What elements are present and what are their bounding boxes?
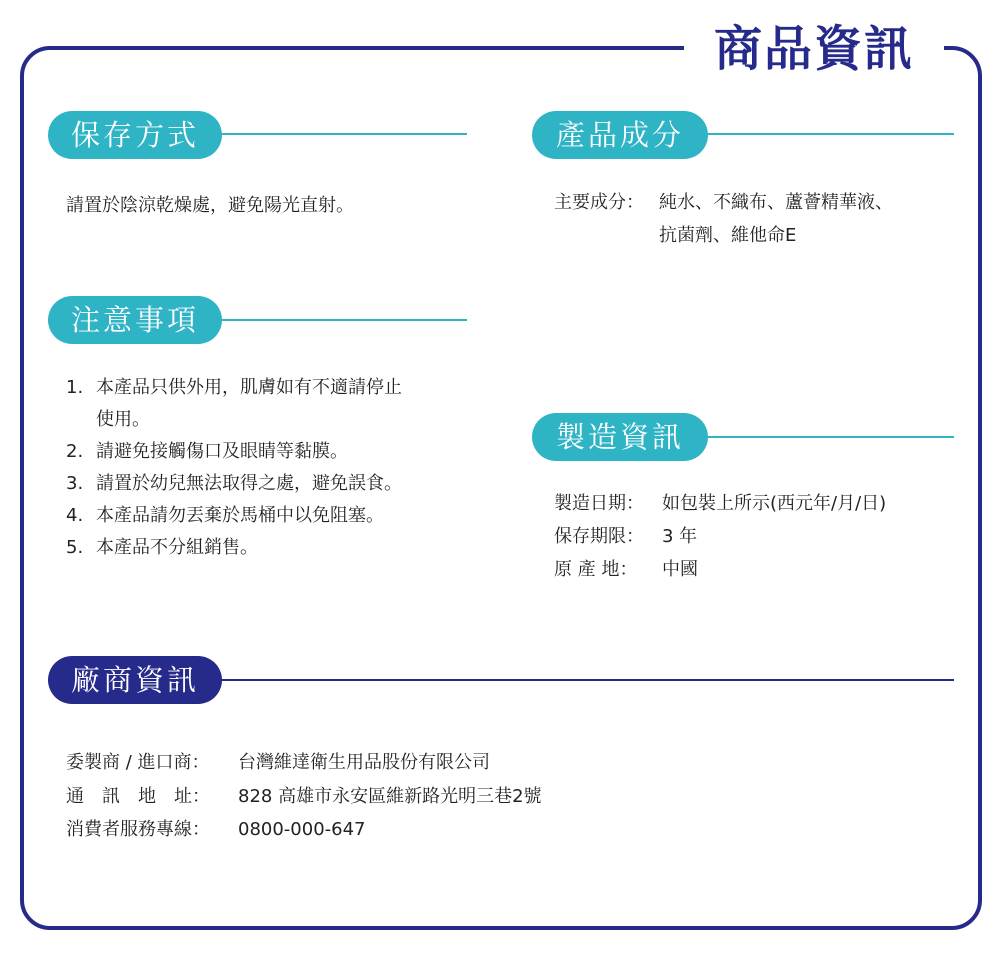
notes-item xyxy=(66,372,402,436)
manufacturing-value: 如包裝上所示(西元年/月/日) xyxy=(662,493,887,514)
notes-item xyxy=(66,532,402,564)
manufacturing-divider xyxy=(690,436,954,438)
notes-list xyxy=(66,372,402,564)
notes-item-number: 2. xyxy=(66,441,84,462)
notes-divider xyxy=(200,319,467,321)
vendor-divider xyxy=(200,679,954,681)
vendor-label: 消費者服務專線： xyxy=(66,819,210,840)
vendor-value: 828 高雄市永安區維新路光明三巷2號 xyxy=(238,786,542,807)
notes-item-text-continued: 使用。 xyxy=(96,409,150,430)
ingredients-line-1: 純水、不織布、蘆薈精華液、 xyxy=(659,192,893,213)
vendor-row xyxy=(66,814,766,846)
vendor-label: 通 訊 地 址： xyxy=(66,786,210,807)
manufacturing-value: 中國 xyxy=(662,559,698,580)
notes-item xyxy=(66,436,402,468)
notes-heading: 注意事項 xyxy=(48,296,222,344)
manufacturing-value: 3 年 xyxy=(662,526,698,547)
manufacturing-row xyxy=(554,488,1000,520)
notes-item-text: 本產品不分組銷售。 xyxy=(96,537,258,558)
manufacturing-heading: 製造資訊 xyxy=(532,413,708,461)
notes-item-text: 請避免接觸傷口及眼睛等黏膜。 xyxy=(96,441,348,462)
storage-text: 請置於陰涼乾燥處，避免陽光直射。 xyxy=(66,195,354,216)
vendor-label: 委製商 / 進口商： xyxy=(66,752,210,773)
vendor-row xyxy=(66,747,766,779)
ingredients-label: 主要成分： xyxy=(554,192,644,213)
notes-item xyxy=(66,468,402,500)
notes-item-number: 3. xyxy=(66,473,84,494)
ingredients-line-2: 抗菌劑、維他命E xyxy=(659,225,797,246)
manufacturing-row xyxy=(554,521,1000,553)
page-title: 商品資訊 xyxy=(684,14,944,84)
notes-item-number: 4. xyxy=(66,505,84,526)
ingredients-heading: 產品成分 xyxy=(532,111,708,159)
storage-heading: 保存方式 xyxy=(48,111,222,159)
notes-item-text: 請置於幼兒無法取得之處，避免誤食。 xyxy=(96,473,402,494)
ingredients-divider xyxy=(690,133,954,135)
notes-item-number: 1. xyxy=(66,377,84,398)
storage-divider xyxy=(200,133,467,135)
notes-item-text: 本產品請勿丟棄於馬桶中以免阻塞。 xyxy=(96,505,384,526)
notes-item-number: 5. xyxy=(66,537,84,558)
vendor-value: 台灣維達衛生用品股份有限公司 xyxy=(238,752,490,773)
manufacturing-row xyxy=(554,554,1000,586)
vendor-row xyxy=(66,781,766,813)
notes-item xyxy=(66,500,402,532)
manufacturing-label: 製造日期： xyxy=(554,493,644,514)
vendor-heading: 廠商資訊 xyxy=(48,656,222,704)
vendor-value: 0800-000-647 xyxy=(238,819,366,840)
notes-item-text: 本產品只供外用，肌膚如有不適請停止 xyxy=(96,377,402,398)
manufacturing-label: 保存期限： xyxy=(554,526,644,547)
manufacturing-label: 原 產 地： xyxy=(554,559,638,580)
